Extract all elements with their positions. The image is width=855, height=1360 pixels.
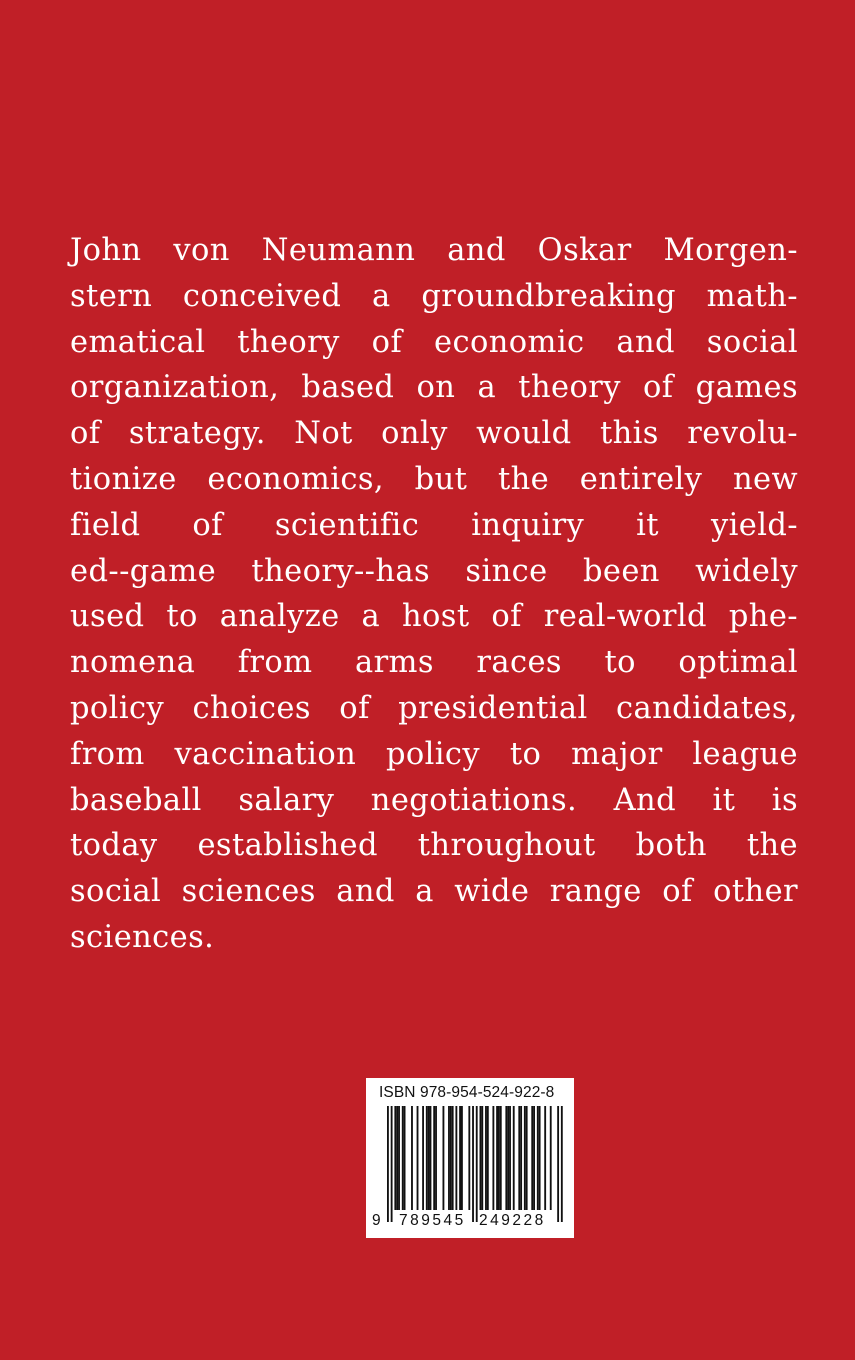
barcode-bar bbox=[492, 1106, 494, 1210]
barcode-bar bbox=[387, 1106, 389, 1222]
barcode-bar bbox=[487, 1106, 489, 1210]
ean-right-group: 249228 bbox=[479, 1212, 546, 1229]
barcode-bar bbox=[428, 1106, 430, 1210]
blurb-line: used to analyze a host of real-world phe- bbox=[70, 599, 798, 635]
barcode-bar bbox=[557, 1106, 559, 1222]
blurb-line: nomena from arms races to optimal bbox=[70, 645, 798, 681]
barcode-bar bbox=[520, 1106, 522, 1210]
barcode-bar bbox=[526, 1106, 528, 1210]
blurb-line: from vaccination policy to major league bbox=[70, 736, 798, 772]
blurb-line: field of scientific inquiry it yield- bbox=[70, 507, 798, 543]
barcode-bar bbox=[443, 1106, 445, 1210]
barcode-bar bbox=[507, 1106, 509, 1210]
barcode-bar bbox=[426, 1106, 428, 1210]
barcode-bar bbox=[550, 1106, 552, 1210]
barcode-bar bbox=[459, 1106, 461, 1210]
barcode-bar bbox=[422, 1106, 424, 1210]
isbn-label: ISBN 978-954-524-922-8 bbox=[379, 1084, 555, 1101]
barcode-bar bbox=[480, 1106, 482, 1210]
ean-left-group: 789545 bbox=[399, 1212, 466, 1229]
blurb-line: John von Neumann and Oskar Morgen- bbox=[70, 233, 798, 268]
blurb-line: policy choices of presidential candidates, bbox=[70, 690, 798, 726]
barcode-bar bbox=[509, 1106, 511, 1210]
blurb-line: stern conceived a groundbreaking math- bbox=[70, 278, 798, 314]
barcode-bar bbox=[537, 1106, 539, 1210]
blurb-line: organization, based on a theory of games bbox=[70, 370, 798, 406]
barcode-bar bbox=[524, 1106, 526, 1210]
barcode-bar bbox=[435, 1106, 437, 1210]
isbn-barcode-panel bbox=[366, 1078, 574, 1238]
blurb-line: ematical theory of economic and social bbox=[70, 324, 798, 360]
barcode-bar bbox=[539, 1106, 541, 1210]
barcode-bar bbox=[481, 1106, 483, 1210]
blurb-line: baseball salary negotiations. And it is bbox=[70, 782, 798, 818]
barcode-bar bbox=[398, 1106, 400, 1210]
barcode-bar bbox=[531, 1106, 533, 1210]
barcode-bar bbox=[461, 1106, 463, 1210]
barcode-bar bbox=[455, 1106, 457, 1210]
barcode-bar bbox=[391, 1106, 393, 1222]
blurb-line: ed--game theory--has since been widely bbox=[70, 553, 798, 589]
barcode-bar bbox=[402, 1106, 404, 1210]
barcode-bar bbox=[430, 1106, 432, 1210]
barcode-bar bbox=[485, 1106, 487, 1210]
barcode-bar bbox=[433, 1106, 435, 1210]
book-blurb bbox=[70, 228, 798, 961]
blurb-line: sciences. bbox=[70, 919, 215, 955]
barcode-bar bbox=[404, 1106, 406, 1210]
barcode-bar bbox=[533, 1106, 535, 1210]
barcode-icon bbox=[376, 1106, 564, 1224]
barcode-bar bbox=[518, 1106, 520, 1210]
barcode-bar bbox=[500, 1106, 502, 1210]
barcode-bar bbox=[450, 1106, 452, 1210]
barcode-bar bbox=[544, 1106, 546, 1210]
barcode-bar bbox=[513, 1106, 515, 1210]
blurb-line: social sciences and a wide range of other bbox=[70, 874, 798, 910]
barcode-bar bbox=[505, 1106, 507, 1210]
barcode-bar bbox=[496, 1106, 498, 1210]
barcode-bar bbox=[476, 1106, 478, 1222]
barcode-bar bbox=[417, 1106, 419, 1210]
barcode-bar bbox=[561, 1106, 563, 1222]
blurb-line: tionize economics, but the entirely new bbox=[70, 461, 798, 497]
barcode-bar bbox=[448, 1106, 450, 1210]
barcode-bar bbox=[472, 1106, 474, 1222]
barcode-bar bbox=[396, 1106, 398, 1210]
blurb-line: today established throughout both the bbox=[70, 828, 798, 864]
barcode-bar bbox=[498, 1106, 500, 1210]
blurb-line: of strategy. Not only would this revolu- bbox=[70, 416, 798, 452]
ean-first-digit: 9 bbox=[372, 1212, 381, 1229]
barcode-bar bbox=[452, 1106, 454, 1210]
barcode-bar bbox=[394, 1106, 396, 1210]
barcode-bar bbox=[411, 1106, 413, 1210]
barcode-bar bbox=[468, 1106, 470, 1210]
